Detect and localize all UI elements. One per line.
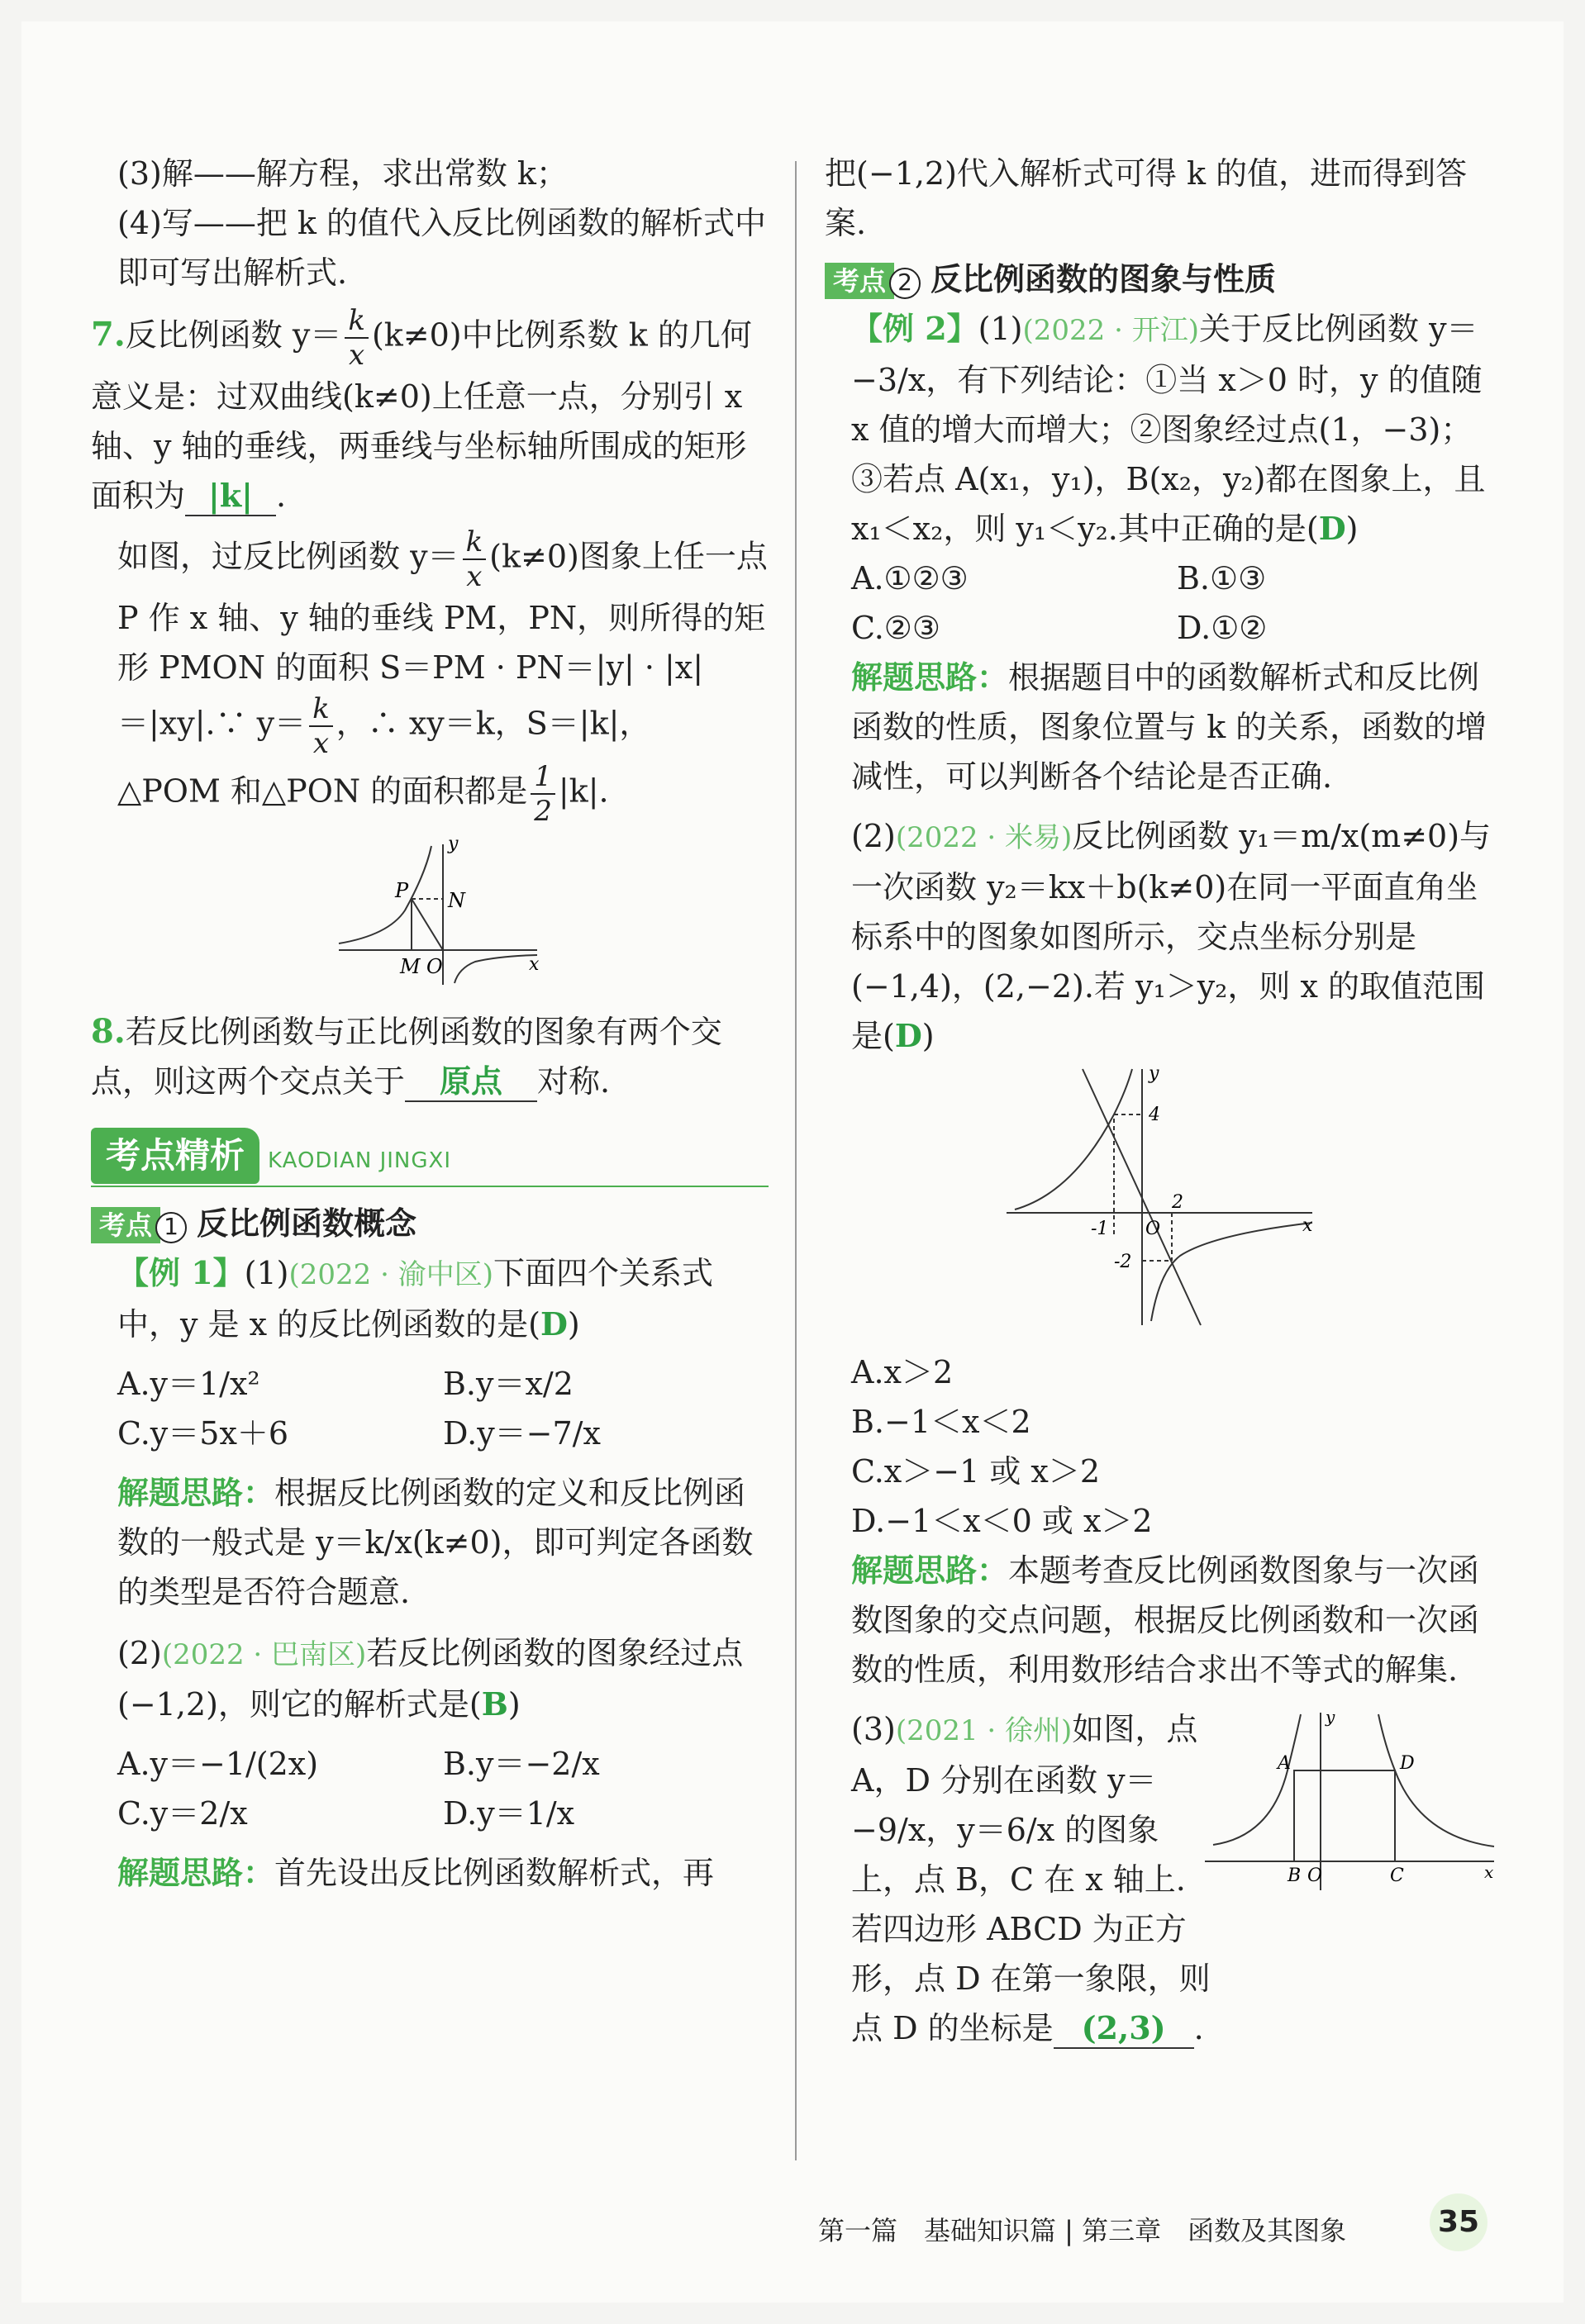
example1-q2-options (91, 1739, 769, 1838)
option-b: B.y＝−2/x (443, 1746, 600, 1782)
item7-explanation: 如图，过反比例函数 y＝ $\frac{k}{x}$ (k≠0)图象上任一点 P 作 x 轴、y 轴的垂线 PM，PN，则所得的矩形 PMON 的面积 S＝PM · PN＝|y| · |x|＝|xy|.∵ y＝ $\frac{k}{x}$ ，∴ xy＝k，S＝|k|， (117, 525, 768, 760)
ex1-q2-answer: B (481, 1685, 508, 1723)
fig2-label-y: y (1149, 1063, 1159, 1084)
topic2-heading (825, 254, 1502, 304)
fig2-label-neg2: -2 (1114, 1252, 1132, 1272)
fig2-label-x: x (1302, 1215, 1313, 1236)
step3-text: (3)解——解方程，求出常数 k； (117, 155, 568, 192)
fraction-one-half: $\frac{1}{2}$ (531, 760, 555, 828)
fig1-label-m: M (400, 955, 421, 978)
item8: 8.若反比例函数与正比例函数的图象有两个交点，则这两个交点关于 原点 对称. (91, 1007, 769, 1106)
fig2-label-o: O (1145, 1219, 1161, 1239)
ex2-q2-answer: D (894, 1017, 922, 1054)
topic-title: 反比例函数概念 (197, 1205, 417, 1242)
fig1-label-y: y (448, 834, 459, 854)
item8-number: 8. (91, 1012, 126, 1051)
item8-answer: 原点 (405, 1062, 537, 1102)
example2-q3: (3)(2021 · 徐州)如图，点 A，D 分别在函数 y＝−9/x，y＝6/x 的图象上，点 B，C 在 x 轴上.若四边形 ABCD 为正方形，点 D 在第一象限，则点 D 的坐标是 (2,3) . A D B O C x y (825, 1704, 1502, 2053)
example2-q2-options (825, 1347, 1502, 1546)
topic-number: 1 (155, 1212, 187, 1243)
fig3-label-c: C (1390, 1865, 1404, 1886)
option-a: A.①②③ (851, 560, 969, 596)
item7-triangle-text: △POM 和△PON 的面积都是 $\frac{1}{2}$ |k|. (117, 760, 609, 828)
ex2-q1-answer: D (1318, 510, 1346, 547)
example1-q1: 【例 1】(1)(2022 · 渝中区)下面四个关系式中，y 是 x 的反比例函数的是(D) (117, 1254, 713, 1343)
left-column (91, 149, 769, 1898)
option-d: D.①② (1177, 610, 1268, 646)
step4-text: (4)写——把 k 的值代入反比例函数的解析式中即可写出解析式. (117, 205, 767, 291)
example1-q2: (2)(2022 · 巴南区)若反比例函数的图象经过点(−1,2)，则它的解析式是(B) (117, 1635, 744, 1723)
topic-number: 2 (889, 268, 921, 299)
ex1-q1-answer: D (540, 1305, 568, 1343)
item7-text-a: 反比例函数 y＝ (125, 316, 342, 354)
fraction-k-over-x-3: $\frac{k}{x}$ (309, 692, 333, 760)
option-a: A.y＝1/x² (117, 1366, 260, 1402)
option-c: C.y＝5x＋6 (117, 1415, 289, 1452)
fig3-label-b: B (1288, 1865, 1302, 1886)
option-b: B.y＝x/2 (443, 1366, 574, 1402)
section-banner: 考点精析 (91, 1128, 259, 1184)
item7-answer: |k| (185, 477, 276, 516)
ex2-q3-answer: (2,3) (1054, 2009, 1194, 2049)
hyperbola-line-figure (825, 1061, 1502, 1333)
fraction-k-over-x-2: $\frac{k}{x}$ (463, 525, 487, 593)
example1-q1-options (91, 1359, 769, 1458)
item7-number: 7. (91, 315, 126, 354)
topic-tag: 考点 (91, 1207, 160, 1243)
fig1-label-x: x (529, 954, 540, 975)
option-c: C.x＞−1 或 x＞2 (851, 1453, 1101, 1490)
example2-q1: 【例 2】(1)(2022 · 开江)关于反比例函数 y＝−3/x，有下列结论：①当 x＞0 时，y 的值随 x 值的增大而增大；②图象经过点(1，−3)；③若点 A(x₁，y₁)，B(x₂，y₂)都在图象上，且 x₁＜x₂，则 y₁＜y₂.其中正确的是(D) (851, 310, 1486, 547)
fig3-label-x: x (1484, 1862, 1494, 1882)
fig2-label-2: 2 (1172, 1192, 1183, 1213)
item7: 7.反比例函数 y＝ $\frac{k}{x}$ (k≠0)中比例系数 k 的几何意义是：过双曲线(k≠0)上任意一点，分别引 x 轴、y 轴的垂线，两垂线与坐标轴所围成的矩形面积为 |k| . (91, 304, 769, 520)
fig3-label-a: A (1278, 1753, 1291, 1774)
hyperbola-rectangle-figure (91, 828, 769, 993)
square-hyperbola-figure (1197, 1704, 1502, 1894)
page-footer: 第一篇 基础知识篇 | 第三章 函数及其图象 (818, 2215, 1347, 2246)
page-number: 35 (1430, 2193, 1487, 2251)
example2-think1: 解题思路：根据题目中的函数解析式和反比例函数的性质，图象位置与 k 的关系，函数的增减性，可以判断各个结论是否正确. (851, 659, 1487, 795)
option-b: B.①③ (1177, 560, 1267, 596)
section-subtitle: KAODIAN JINGXI (268, 1148, 452, 1173)
topic-tag: 考点 (825, 263, 894, 299)
item7-text-b: (k≠0)中比例系数 k 的几何意义是：过双曲线(k≠0)上任意一点，分别引 x 轴、y 轴的垂线，两垂线与坐标轴所围成的矩形面积为 (91, 316, 752, 514)
fig2-label-4: 4 (1149, 1105, 1160, 1125)
topic-title: 反比例函数的图象与性质 (931, 261, 1277, 297)
fraction-k-over-x: $\frac{k}{x}$ (345, 304, 369, 372)
fig3-label-y: y (1326, 1707, 1335, 1727)
example1-think1: 解题思路：根据反比例函数的定义和反比例函数的一般式是 y＝k/x(k≠0)，即可判定各函数的类型是否符合题意. (117, 1475, 754, 1610)
option-b: B.−1＜x＜2 (851, 1404, 1031, 1440)
topic1-heading (91, 1199, 769, 1248)
option-d: D.−1＜x＜0 或 x＞2 (851, 1503, 1153, 1539)
fig1-label-p: P (395, 879, 409, 902)
column-divider (795, 161, 797, 2160)
fig1-label-o: O (426, 955, 443, 978)
option-c: C.②③ (851, 610, 940, 646)
fig2-label-neg1: -1 (1091, 1219, 1109, 1239)
fig3-label-d: D (1400, 1753, 1415, 1774)
example2-q2: (2)(2022 · 米易)反比例函数 y₁＝m/x(m≠0)与一次函数 y₂＝kx＋b(k≠0)在同一平面直角坐标系中的图象如图所示，交点坐标分别是(−1,4)，(2,−2).若 y₁＞y₂，则 x 的取值范围是(D) (851, 818, 1492, 1054)
example1-think2: 解题思路：首先设出反比例函数解析式，再 (117, 1855, 715, 1891)
option-d: D.y＝1/x (443, 1795, 575, 1832)
option-c: C.y＝2/x (117, 1795, 248, 1832)
section-header (91, 1128, 769, 1187)
example2-think2: 解题思路：本题考查反比例函数图象与一次函数图象的交点问题，根据反比例函数和一次函数的性质，利用数形结合求出不等式的解集. (851, 1552, 1480, 1688)
right-column (825, 149, 1502, 2053)
fig3-label-o: O (1307, 1865, 1323, 1886)
continuation-text: 把(−1,2)代入解析式可得 k 的值，进而得到答案. (825, 155, 1468, 241)
example2-q1-options (825, 554, 1502, 653)
fig1-label-n: N (448, 889, 465, 912)
option-a: A.y＝−1/(2x) (117, 1746, 319, 1782)
option-d: D.y＝−7/x (443, 1415, 601, 1452)
option-a: A.x＞2 (851, 1354, 954, 1390)
